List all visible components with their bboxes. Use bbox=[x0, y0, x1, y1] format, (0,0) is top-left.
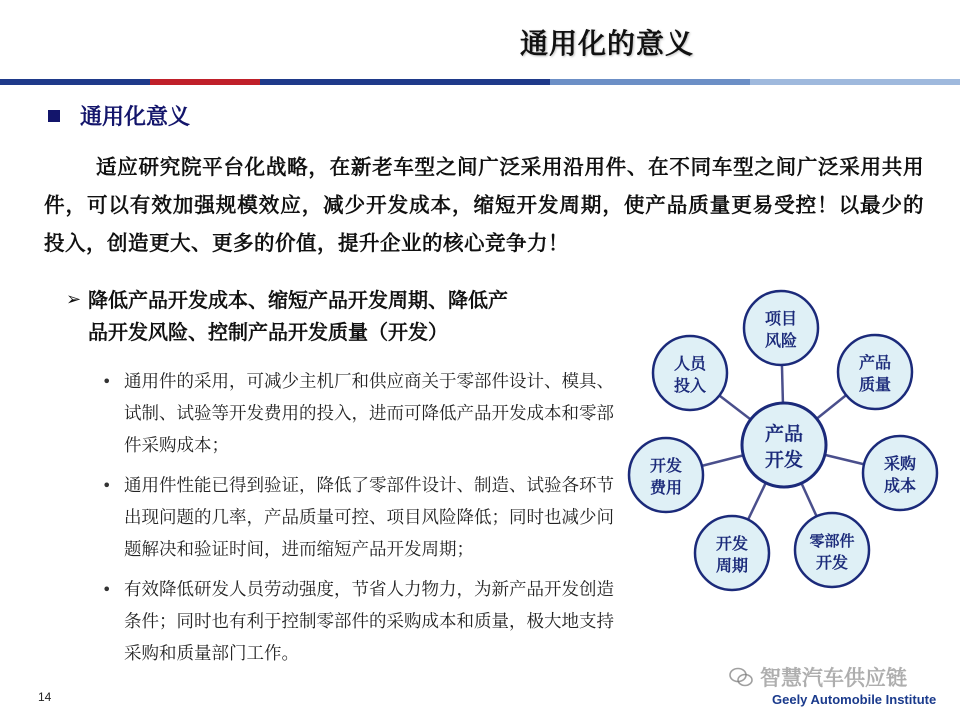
diagram-node-label: 项目 bbox=[764, 309, 798, 328]
wechat-icon bbox=[728, 664, 754, 690]
intro-paragraph: 适应研究院平台化战略，在新老车型之间广泛采用沿用件、在不同车型之间广泛采用共用件，可以有效加强规模效应，减少开发成本，缩短开发周期，使产品质量更易受控！以最少的投入，创造更大、更多的价值，提升企业的核心竞争力！ bbox=[44, 155, 924, 255]
diagram-node-label: 零部件 bbox=[809, 532, 855, 550]
color-bar-segment bbox=[0, 79, 150, 85]
watermark bbox=[728, 662, 907, 692]
diagram-node-label: 成本 bbox=[883, 476, 917, 495]
diagram-node-circle bbox=[695, 516, 769, 590]
center-label-line-2: 开发 bbox=[764, 449, 804, 471]
institute-name: Geely Automobile Institute bbox=[772, 692, 937, 707]
dot-bullet-icon: • bbox=[102, 372, 112, 391]
diagram-node-label: 周期 bbox=[715, 556, 749, 575]
color-bar-segment bbox=[550, 79, 750, 85]
sub-bullet-text: 通用件的采用，可减少主机厂和供应商关于零部件设计、模具、试制、试验等开发费用的投入，进而可降低产品开发成本和零部件采购成本； bbox=[124, 372, 614, 456]
diagram-node bbox=[629, 438, 703, 512]
diagram-node bbox=[863, 436, 937, 510]
square-bullet-icon bbox=[48, 110, 60, 122]
diagram-node-label: 开发 bbox=[715, 534, 749, 553]
sub-bullet-item bbox=[100, 574, 620, 670]
diagram-node-label: 产品 bbox=[858, 353, 892, 372]
arrow-bullet-icon: ➢ bbox=[66, 289, 82, 310]
diagram-node-label: 费用 bbox=[649, 478, 683, 497]
diagram-node-circle bbox=[863, 436, 937, 510]
section-heading bbox=[48, 100, 190, 131]
diagram-node bbox=[653, 336, 727, 410]
diagram-center bbox=[742, 403, 826, 487]
diagram-node-circle bbox=[744, 291, 818, 365]
dot-bullet-icon: • bbox=[102, 580, 112, 599]
diagram-node bbox=[695, 516, 769, 590]
slide-title: 通用化的意义 bbox=[520, 27, 695, 60]
diagram-node-label: 开发 bbox=[649, 456, 683, 475]
sub-bullet-item bbox=[100, 366, 620, 462]
sub-bullet-text: 通用件性能已得到验证，降低了零部件设计、制造、试验各环节出现问题的几率，产品质量可控、项目风险降低；同时也减少问题解决和验证时间，进而缩短产品开发周期； bbox=[124, 476, 614, 560]
diagram-node-circle bbox=[653, 336, 727, 410]
sub-bullet-text: 有效降低研发人员劳动强度，节省人力物力，为新产品开发创造条件；同时也有利于控制零部件的采购成本和质量，极大地支持采购和质量部门工作。 bbox=[124, 580, 614, 664]
diagram-node bbox=[744, 291, 818, 365]
diagram-node-label: 质量 bbox=[858, 375, 892, 394]
main-bullet-line-2: 品开发风险、控制产品开发质量（开发） bbox=[88, 320, 448, 344]
sub-bullet-list bbox=[100, 366, 620, 678]
color-bar-segment bbox=[150, 79, 260, 85]
product-development-diagram bbox=[600, 288, 960, 628]
dot-bullet-icon: • bbox=[102, 476, 112, 495]
diagram-node-circle bbox=[629, 438, 703, 512]
diagram-node-circle bbox=[838, 335, 912, 409]
diagram-node-label: 采购 bbox=[883, 454, 917, 473]
diagram-node-circle bbox=[795, 513, 869, 587]
header-color-bar bbox=[0, 79, 960, 85]
center-label-line-1: 产品 bbox=[764, 423, 804, 445]
color-bar-segment bbox=[750, 79, 960, 85]
watermark-text: 智慧汽车供应链 bbox=[760, 666, 907, 690]
diagram-node-label: 投入 bbox=[673, 376, 707, 395]
diagram-node bbox=[795, 513, 869, 587]
diagram-node bbox=[838, 335, 912, 409]
diagram-node-label: 人员 bbox=[673, 354, 707, 373]
main-bullet-line-1: 降低产品开发成本、缩短产品开发周期、降低产 bbox=[88, 288, 508, 312]
center-circle bbox=[742, 403, 826, 487]
sub-bullet-item bbox=[100, 470, 620, 566]
color-bar-segment bbox=[260, 79, 550, 85]
diagram-node-label: 开发 bbox=[815, 553, 849, 572]
main-bullet bbox=[66, 284, 606, 348]
page-number: 14 bbox=[38, 690, 52, 704]
section-heading-text: 通用化意义 bbox=[80, 105, 191, 130]
diagram-node-label: 风险 bbox=[764, 331, 798, 350]
